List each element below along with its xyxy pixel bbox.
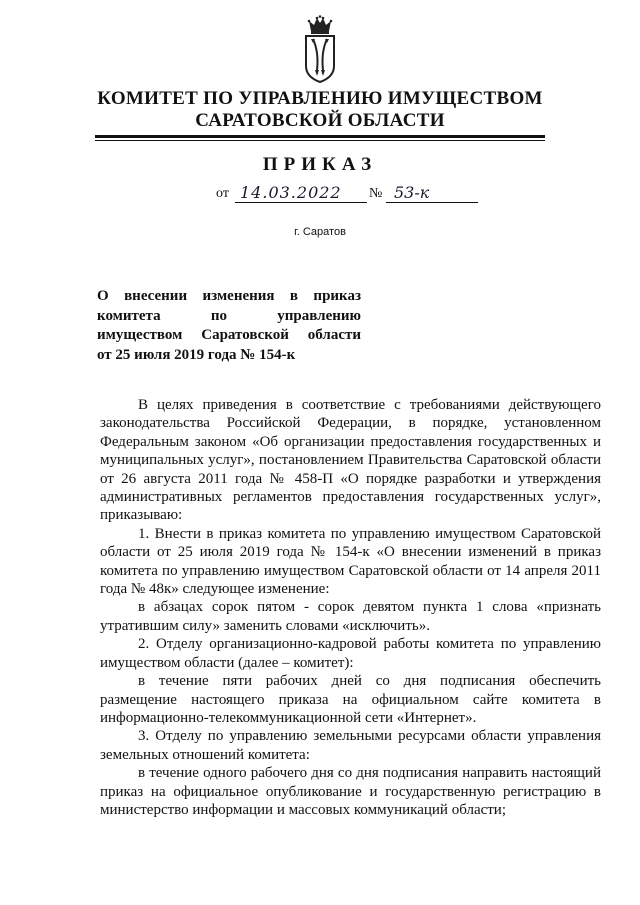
body-paragraph-item-3: 3. Отделу по управлению земельными ресурсами области управления земельных отношений комитета: [100, 728, 601, 763]
number-prefix: № [369, 186, 383, 201]
handwritten-number: 53-к [394, 183, 430, 202]
organization-name-line2: САРАТОВСКОЙ ОБЛАСТИ [195, 110, 445, 131]
handwritten-date: 14.03.2022 [240, 183, 342, 202]
subject-line: от 25 июля 2019 года № 154-к [97, 346, 296, 363]
body-paragraph-item-1-text: в абзацах сорок пятом - сорок девятом пункта 1 слова «признать утратившим силу» заменить словами «исключить». [100, 599, 601, 634]
body-paragraph-item-3-text: в течение одного рабочего дня со дня подписания направить настоящий приказ на официальное опубликование и государственную регистрацию в министерство информации и массовых коммуникаций области; [100, 765, 601, 818]
city-label: г. Саратов [294, 226, 346, 238]
document-title: ПРИКАЗ [262, 154, 378, 175]
header-divider-thick [95, 135, 545, 138]
date-prefix: от [216, 186, 229, 201]
subject-line: имуществом Саратовской области [97, 327, 361, 343]
body-paragraph-preamble: В целях приведения в соответствие с требованиями действующего законодательства Российской Федерации, в порядке, установленном Федеральным законом «Об организации предоставления государственных и муниципальных услуг», постановлением Правительства Саратовской области от 26 августа 2011 года № 458-П «О порядке разработки и утверждения административных регламентов предоставления государственных услуг», приказываю: [100, 397, 601, 524]
subject-line: О внесении изменения в приказ [97, 288, 361, 304]
number-underline [386, 202, 478, 203]
body-paragraph-item-2: 2. Отделу организационно-кадровой работы комитета по управлению имуществом области (далее – комитет): [100, 636, 601, 671]
order-body [100, 396, 601, 819]
date-underline [235, 202, 367, 203]
subject-line: комитета по управлению [97, 307, 361, 324]
body-paragraph-item-2-text: в течение пяти рабочих дней со дня подписания обеспечить размещение настоящего приказа на официальном сайте комитета в информационно-телекоммуникационной сети «Интернет». [100, 673, 601, 726]
organization-name-line1: КОМИТЕТ ПО УПРАВЛЕНИЮ ИМУЩЕСТВОМ [97, 88, 543, 109]
header-divider-thin [95, 140, 545, 141]
body-paragraph-item-1: 1. Внести в приказ комитета по управлению имуществом Саратовской области от 25 июля 2019 года № 154-к «О внесении изменений в приказ комитета по управлению имуществом Саратовской области от 14 апреля 2011 года № 48к» следующее изменение: [100, 525, 601, 598]
saratov-coat-of-arms-icon [303, 14, 337, 86]
order-subject [97, 287, 361, 365]
